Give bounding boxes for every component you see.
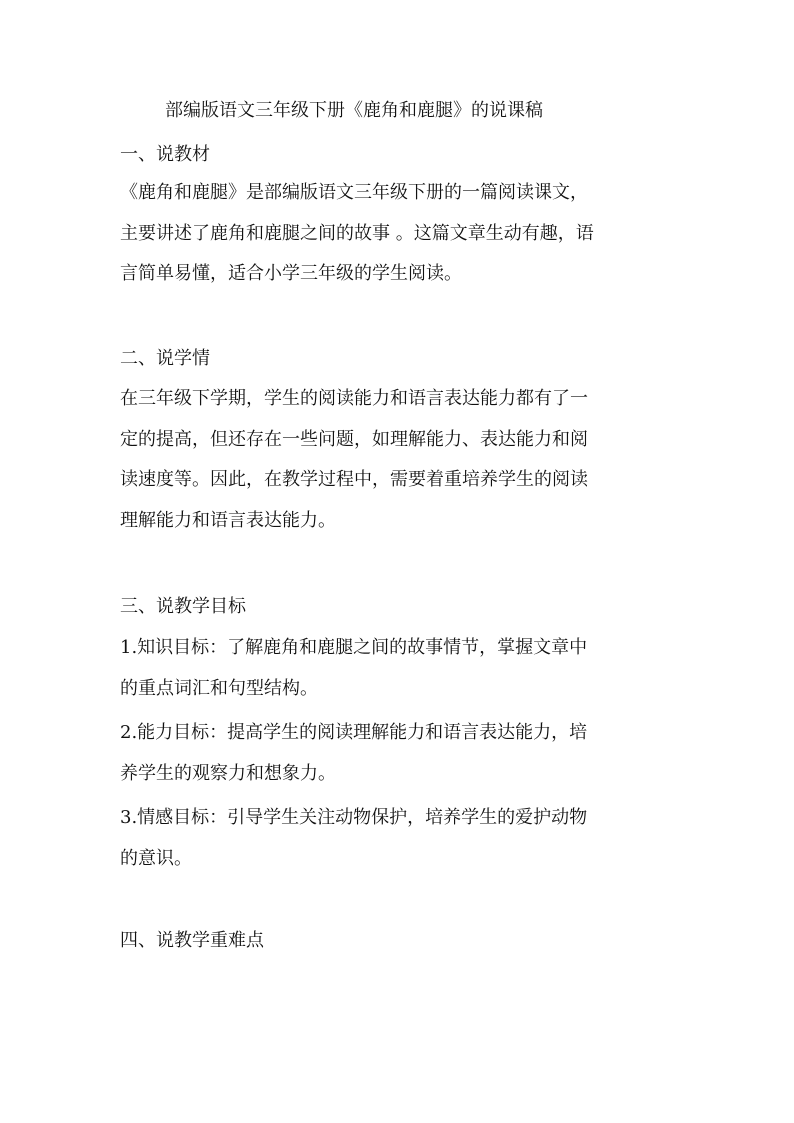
paragraph-line: 定的提高，但还存在一些问题，如理解能力、表达能力和阅 <box>120 428 588 450</box>
paragraph-line: 读速度等。因此，在教学过程中，需要着重培养学生的阅读 <box>120 469 588 490</box>
objective-ability <box>120 713 680 794</box>
section-paragraph-learners <box>120 379 680 541</box>
objective-line: 的重点词汇和句型结构。 <box>120 677 318 699</box>
section-paragraph-textbook <box>120 173 680 295</box>
objective-line: 的意识。 <box>120 847 192 869</box>
section-heading-textbook: 一、说教材 <box>120 144 210 165</box>
section-heading-key-points: 四、说教学重难点 <box>120 930 264 951</box>
paragraph-line: 《鹿角和鹿腿》是部编版语文三年级下册的一篇阅读课文， <box>120 182 588 203</box>
page-title: 部编版语文三年级下册《鹿角和鹿腿》的说课稿 <box>165 100 543 121</box>
section-heading-learners: 二、说学情 <box>120 348 210 369</box>
paragraph-line: 言简单易懂，适合小学三年级的学生阅读。 <box>120 263 462 284</box>
objective-emotion <box>120 798 680 879</box>
section-heading-objectives: 三、说教学目标 <box>120 596 246 617</box>
objective-line: 养学生的观察力和想象力。 <box>120 762 336 784</box>
objective-line: 3.情感目标：引导学生关注动物保护，培养学生的爱护动物 <box>120 807 588 828</box>
objective-line: 1.知识目标：了解鹿角和鹿腿之间的故事情节，掌握文章中 <box>120 637 588 658</box>
paragraph-line: 在三年级下学期，学生的阅读能力和语言表达能力都有了一 <box>120 388 588 409</box>
objective-line: 2.能力目标：提高学生的阅读理解能力和语言表达能力，培 <box>120 722 588 743</box>
objective-knowledge <box>120 628 680 709</box>
paragraph-line: 主要讲述了鹿角和鹿腿之间的故事 。这篇文章生动有趣，语 <box>120 222 594 244</box>
paragraph-line: 理解能力和语言表达能力。 <box>120 509 336 531</box>
